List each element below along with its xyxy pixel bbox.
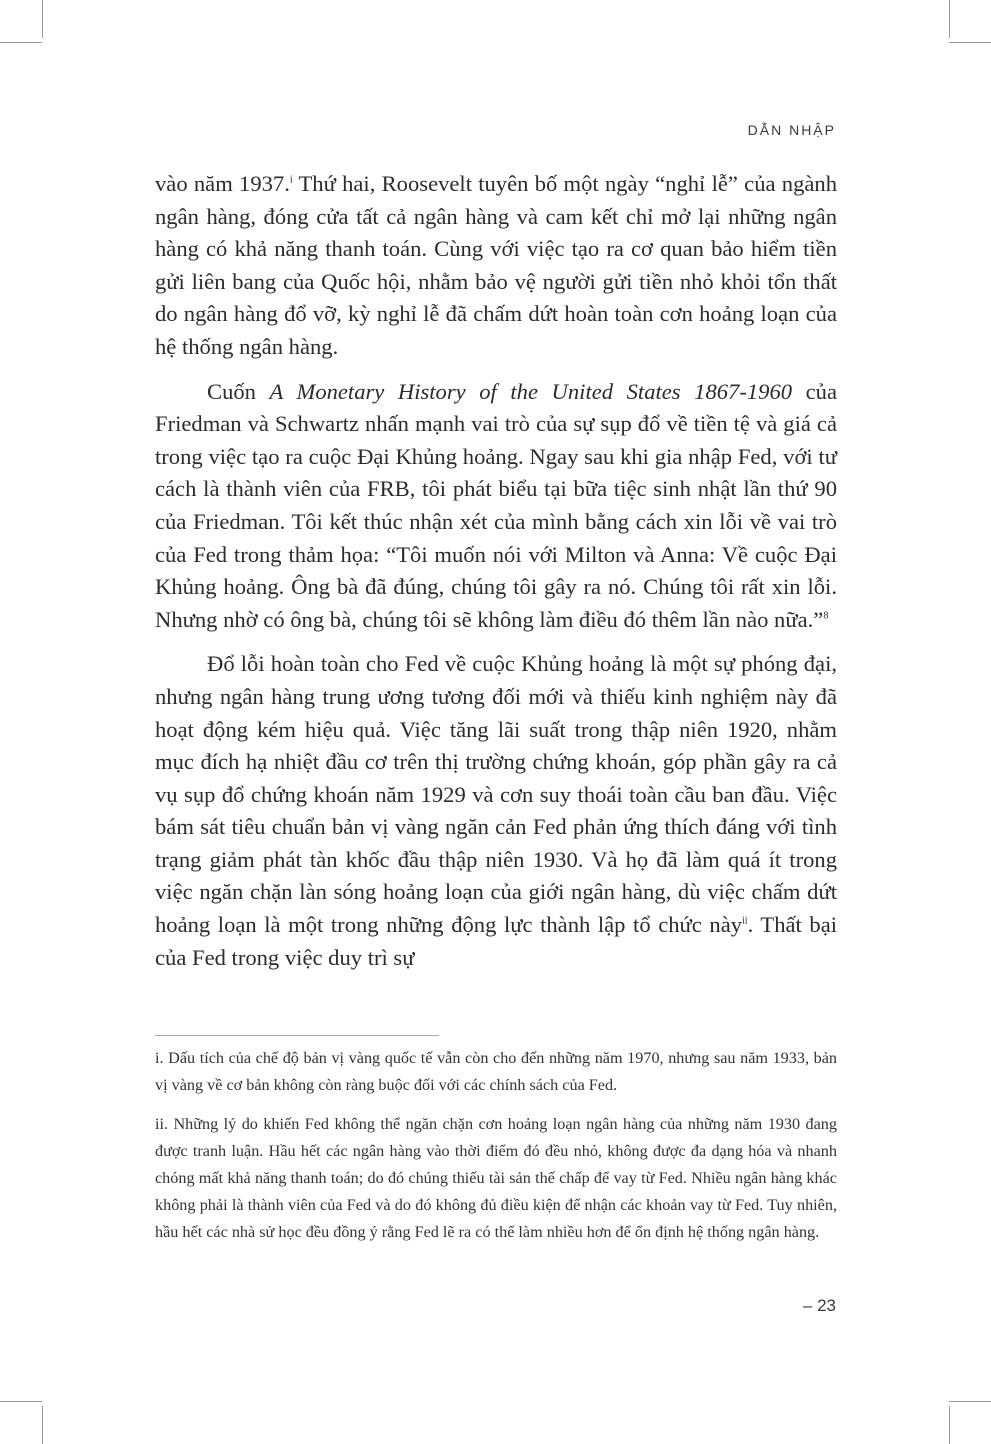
book-title: A Monetary History of the United States 1867-1960 [269,378,793,404]
paragraph-text: . Thất bại của Fed trong việc duy trì sự [155,912,838,970]
footnote-i: i. Dấu tích của chế độ bản vị vàng quốc tế vẫn còn cho đến những năm 1970, nhưng sau năm 1933, bản vị vàng về cơ bản không còn ràng buộc đối với các chính sách của Fed. [155,1049,837,1094]
paragraph-1 [155,168,837,364]
crop-mark-bottom-left [42,1406,43,1444]
paragraph-text: vào năm 1937. [155,171,290,196]
running-head: DẪN NHẬP [747,122,836,138]
footnote-ref[interactable]: ii [742,915,748,927]
paragraph-text: Thứ hai, Roosevelt tuyên bố một ngày “nghỉ lễ” của ngành ngân hàng, đóng cửa tất cả ngân hàng và cam kết chỉ mở lại những ngân hàng có khả năng thanh toán. Cùng với việc tạo ra cơ quan bảo hiểm tiền gửi liên bang của Quốc hội, nhằm bảo vệ người gửi tiền nhỏ khỏi tổn thất do ngân hàng đổ vỡ, kỳ nghỉ lễ đã chấm dứt hoàn toàn cơn hoảng loạn của hệ thống ngân hàng. [155,171,837,359]
footnotes [155,1045,837,1258]
paragraph-text: của Friedman và Schwartz nhấn mạnh vai trò của sự sụp đổ về tiền tệ và giá cả trong việc tạo ra cuộc Đại Khủng hoảng. Ngay sau khi gia nhập Fed, với tư cách là thành viên của FRB, tôi phát biểu tại bữa tiệc sinh nhật lần thứ 90 của Friedman. Tôi kết thúc nhận xét của mình bằng cách xin lỗi về vai trò của Fed trong thảm họa: “Tôi muốn nói với Milton và Anna: Về cuộc Đại Khủng hoảng. Ông bà đã đúng, chúng tôi gây ra nó. Chúng tôi rất xin lỗi. Nhưng nhờ có ông bà, chúng tôi sẽ không làm điều đó thêm lần nào nữa.” [155,378,837,632]
paragraph-text: Cuốn [207,378,270,404]
page-number: – 23 [802,1296,836,1315]
paragraph-2 [155,376,837,637]
footnote-ii: ii. Những lý do khiến Fed không thể ngăn chặn cơn hoảng loạn ngân hàng của những năm 1930 đang được tranh luận. Hầu hết các ngân hàng vào thời điểm đó đều nhỏ, không được đa dạng hóa và nhanh chóng mất khả năng thanh toán; do đó chúng thiếu tài sản thế chấp để vay từ Fed. Nhiều ngân hàng khác không phải là thành viên của Fed và do đó không đủ điều kiện để nhận các khoản vay từ Fed. Tuy nhiên, hầu hết các nhà sử học đều đồng ý rằng Fed lẽ ra có thể làm nhiều hơn để ổn định hệ thống ngân hàng. [155,1115,837,1241]
crop-mark-top-right [949,0,950,38]
body-text [155,168,837,986]
footnote-ref[interactable]: i [289,174,293,186]
crop-mark-top-left [42,0,43,38]
paragraph-3 [155,648,837,974]
paragraph-text: Đổ lỗi hoàn toàn cho Fed về cuộc Khủng hoảng là một sự phóng đại, nhưng ngân hàng trung ương tương đối mới và thiếu kinh nghiệm này đã hoạt động kém hiệu quả. Việc tăng lãi suất trong thập niên 1920, nhằm mục đích hạ nhiệt đầu cơ trên thị trường chứng khoán, góp phần gây ra cả vụ sụp đổ chứng khoán năm 1929 và cơn suy thoái toàn cầu ban đầu. Việc bám sát tiêu chuẩn bản vị vàng ngăn cản Fed phản ứng thích đáng với tình trạng giảm phát tàn khốc đầu thập niên 1930. Và họ đã làm quá ít trong việc ngăn chặn làn sóng hoảng loạn của giới ngân hàng, dù việc chấm dứt hoảng loạn là một trong những động lực thành lập tổ chức này [155,651,837,938]
crop-mark-bottom-right [949,1401,991,1402]
crop-mark-top-right [949,42,991,43]
endnote-ref[interactable]: 8 [823,610,829,622]
crop-mark-bottom-left [0,1401,42,1402]
footnote-divider [155,1035,439,1036]
crop-mark-bottom-right [949,1406,950,1444]
crop-mark-top-left [0,42,42,43]
